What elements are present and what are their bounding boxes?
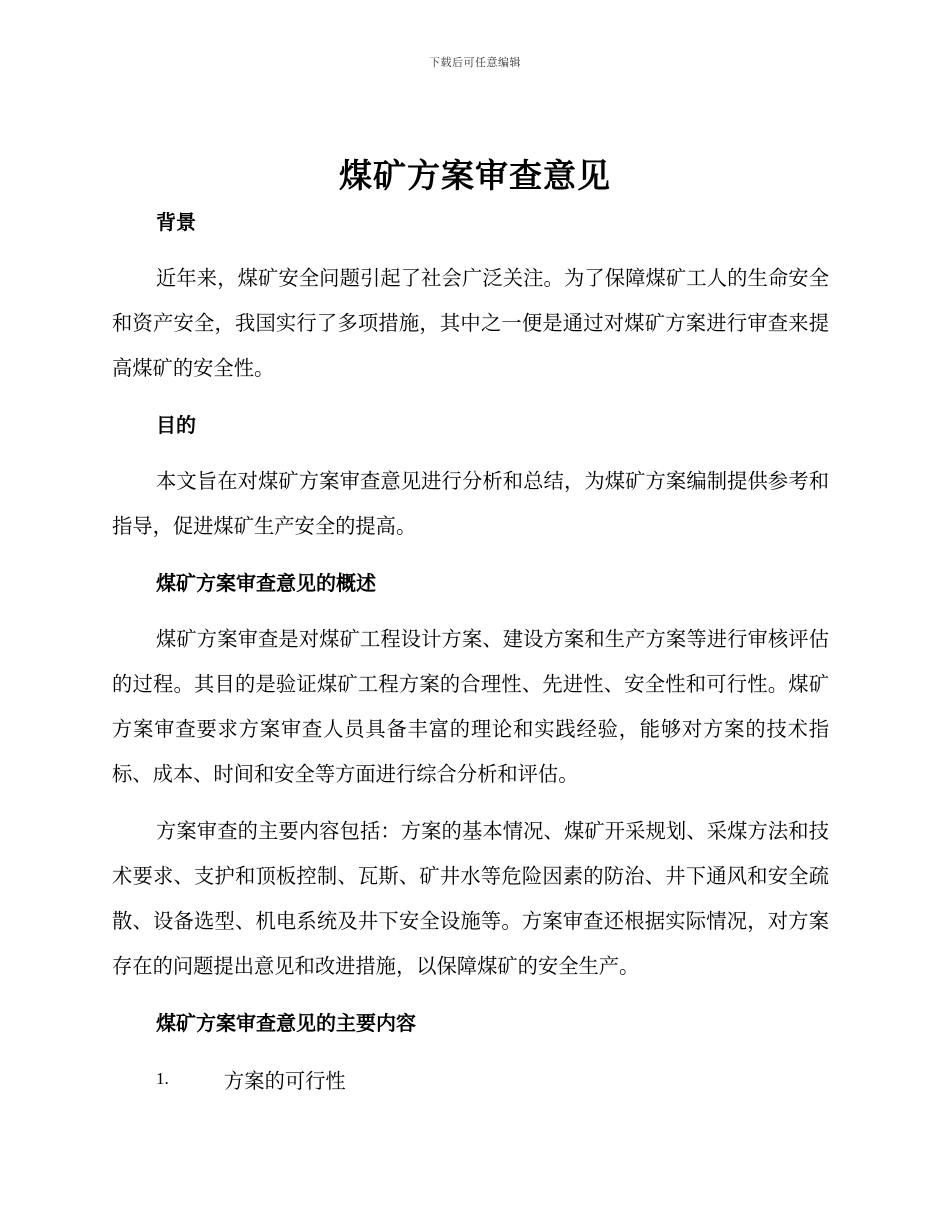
document-title: 煤矿方案审查意见: [339, 156, 611, 195]
paragraph-overview-2: 方案审查的主要内容包括：方案的基本情况、煤矿开采规划、采煤方法和技术要求、支护和顶板控制、瓦斯、矿井水等危险因素的防治、井下通风和安全疏散、设备选型、机电系统及井下安全设施等。方案审查还根据实际情况，对方案存在的问题提出意见和改进措施，以保障煤矿的安全生产。: [112, 819, 829, 978]
section-heading-background: 背景: [156, 210, 196, 234]
page-header-note: 下载后可任意编辑: [429, 56, 521, 69]
paragraph-overview-1: 煤矿方案审查是对煤矿工程设计方案、建设方案和生产方案等进行审核评估的过程。其目的是验证煤矿工程方案的合理性、先进性、安全性和可行性。煤矿方案审查要求方案审查人员具备丰富的理论和实践经验，能够对方案的技术指标、成本、时间和安全等方面进行综合分析和评估。: [112, 627, 829, 786]
list-item: [112, 1057, 829, 1101]
list-item-number: 1.: [156, 1069, 169, 1088]
section-heading-purpose: 目的: [156, 413, 196, 437]
section-heading-overview: 煤矿方案审查意见的概述: [156, 571, 376, 595]
section-heading-main-content: 煤矿方案审查意见的主要内容: [156, 1011, 416, 1035]
list-item-text: 方案的可行性: [224, 1068, 346, 1093]
paragraph-background: 近年来，煤矿安全问题引起了社会广泛关注。为了保障煤矿工人的生命安全和资产安全，我国实行了多项措施，其中之一便是通过对煤矿方案进行审查来提高煤矿的安全性。: [112, 266, 829, 380]
document-body: [112, 200, 829, 1101]
paragraph-purpose: 本文旨在对煤矿方案审查意见进行分析和总结，为煤矿方案编制提供参考和指导，促进煤矿生产安全的提高。: [112, 469, 829, 538]
